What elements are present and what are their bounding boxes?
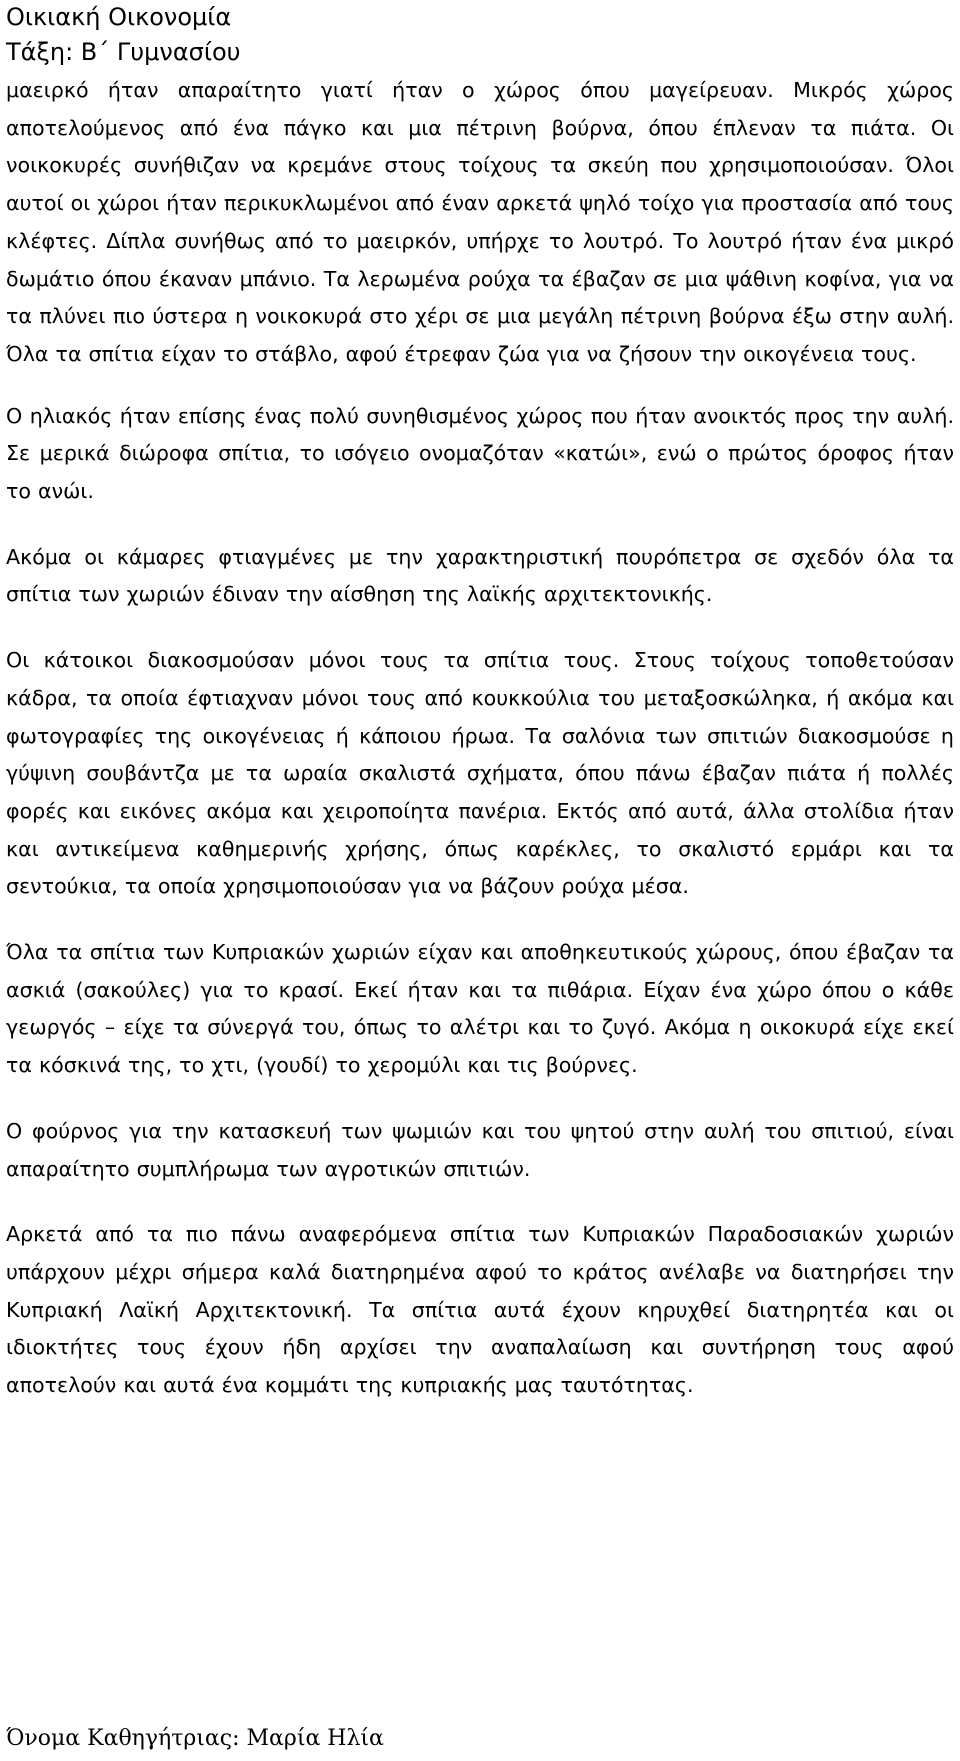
paragraph-preservation: Αρκετά από τα πιο πάνω αναφερόμενα σπίτια των Κυπριακών Παραδοσιακών χωριών υπάρχουν μέχρι σήμερα καλά διατηρημένα αφού το κράτος ανέλαβε να διατηρήσει την Κυπριακή Λαϊκή Αρχιτεκτονική. Τα σπίτια αυτά έχουν κηρυχθεί διατηρητέα και οι ιδιοκτήτες τους έχουν ήδη αρχίσει την αναπαλαίωση και συντήρηση τους αφού αποτελούν και αυτά ένα κομμάτι της κυπριακής μας ταυτότητας. [6,1222,954,1398]
paragraph-storage: Όλα τα σπίτια των Κυπριακών χωριών είχαν και αποθηκευτικούς χώρους, όπου έβαζαν τα ασκιά (σακούλες) για το κρασί. Εκεί ήταν και τα πιθάρια. Είχαν ένα χώρο όπου ο κάθε γεωργός – είχε τα σύνεργά του, όπως το αλέτρι και το ζυγό. Ακόμα η οικοκυρά είχε εκεί τα κόσκινά της, το χτι, (γουδί) το χερομύλι και τις βούρνες. [6,940,954,1078]
paragraph-kitchen-bath: μαειρκό ήταν απαραίτητο γιατί ήταν ο χώρος όπου μαγείρευαν. Μικρός χώρος αποτελούμενος από ένα πάγκο και μια πέτρινη βούρνα, όπου έπλεναν τα πιάτα. Οι νοικοκυρές συνήθιζαν να κρεμάνε στους τοίχους τα σκεύη που χρησιμοποιούσαν. Όλοι αυτοί οι χώροι ήταν περικυκλωμένοι από έναν αρκετά ψηλό τοίχο για προστασία από τους κλέφτες. Δίπλα συνήθως από το μαειρκόν, υπήρχε το λουτρό. Το λουτρό ήταν ένα μικρό δωμάτιο όπου έκαναν μπάνιο. Τα λερωμένα ρούχα τα έβαζαν σε μια ψάθινη κοφίνα, για να τα πλύνει πιο ύστερα η νοικοκυρά στο χέρι σε μια μεγάλη πέτρινη βούρνα έξω στην αυλή. Όλα τα σπίτια είχαν το στάβλο, αφού έτρεφαν ζώα για να ζήσουν την οικογένεια τους. [6,78,954,366]
page-header [6,0,241,70]
teacher-name: Όνομα Καθηγήτριας: Μαρία Ηλία [6,1726,384,1751]
subject-title: Οικιακή Οικονομία [6,3,232,31]
paragraph-iliakos: Ο ηλιακός ήταν επίσης ένας πολύ συνηθισμένος χώρος που ήταν ανοικτός προς την αυλή. Σε μερικά διώροφα σπίτια, το ισόγειο ονομαζόταν «κατώι», ενώ ο πρώτος όροφος ήταν το ανώι. [6,403,954,504]
document-body [6,72,954,1433]
paragraph-decoration: Οι κάτοικοι διακοσμούσαν μόνοι τους τα σπίτια τους. Στους τοίχους τοποθετούσαν κάδρα, τα οποία έφτιαχναν μόνοι τους από κουκκούλια του μεταξοσκώληκα, ή ακόμα και φωτογραφίες της οικογένειας ή κάποιου ήρωα. Τα σαλόνια των σπιτιών διακοσμούσε η γύψινη σουβάντζα με τα ωραία σκαλιστά σχήματα, όπου πάνω έβαζαν πιάτα ή πολλές φορές και εικόνες ακόμα και χειροποίητα πανέρια. Εκτός από αυτά, άλλα στολίδια ήταν και αντικείμενα καθημερινής χρήσης, όπως καρέκλες, το σκαλιστό ερμάρι και τα σεντούκια, τα οποία χρησιμοποιούσαν για να βάζουν ρούχα μέσα. [6,648,954,899]
paragraph-oven: Ο φούρνος για την κατασκευή των ψωμιών και του ψητού στην αυλή του σπιτιού, είναι απαραίτητο συμπλήρωμα των αγροτικών σπιτιών. [6,1118,954,1181]
grade-label: Τάξη: Β΄ Γυμνασίου [6,38,241,66]
paragraph-kamares: Ακόμα οι κάμαρες φτιαγμένες με την χαρακτηριστική πουρόπετρα σε σχεδόν όλα τα σπίτια των χωριών έδιναν την αίσθηση της λαϊκής αρχιτεκτονικής. [6,544,954,607]
